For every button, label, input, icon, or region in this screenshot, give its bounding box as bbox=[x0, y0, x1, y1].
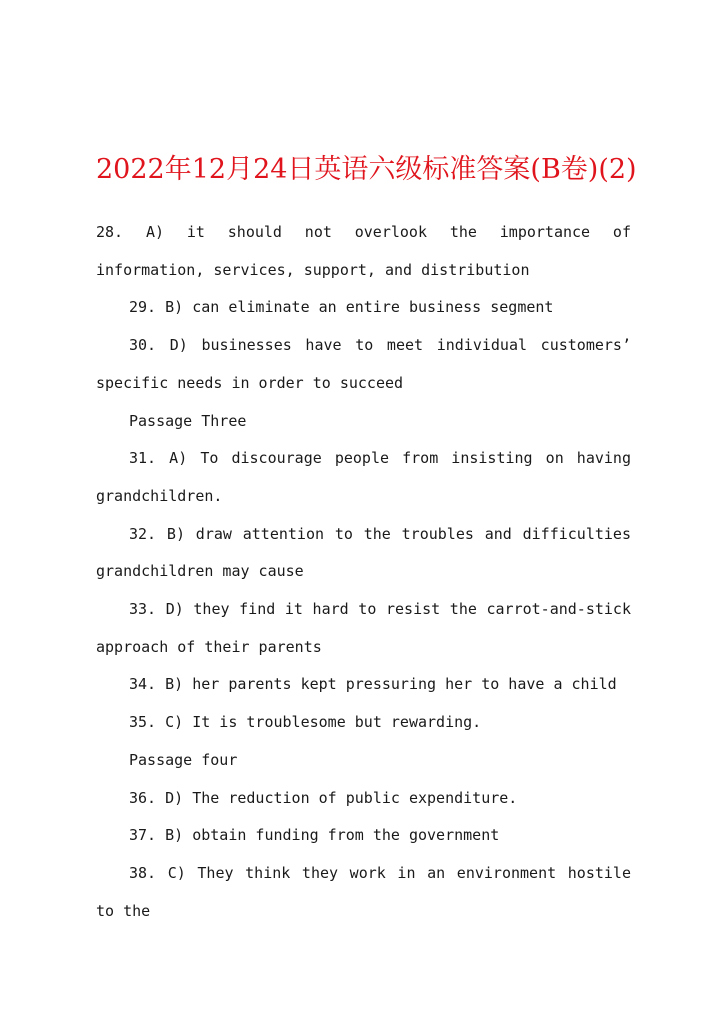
answer-33: 33. D) they find it hard to resist the carrot-and-stick approach of their parents bbox=[96, 600, 631, 656]
answer-35: 35. C) It is troublesome but rewarding. bbox=[129, 713, 482, 732]
answer-37: 37. B) obtain funding from the government bbox=[129, 826, 500, 845]
answer-list bbox=[96, 214, 631, 930]
answer-31: 31. A) To discourage people from insisting on having grandchildren. bbox=[96, 449, 631, 505]
answer-32: 32. B) draw attention to the troubles and difficulties grandchildren may cause bbox=[96, 524, 631, 581]
answer-29: 29. B) can eliminate an entire business segment bbox=[129, 298, 554, 317]
document-title: 2022年12月24日英语六级标准答案(B卷)(2) bbox=[96, 154, 637, 185]
section-heading-passage-four: Passage four bbox=[129, 750, 238, 769]
section-heading-passage-three: Passage Three bbox=[129, 411, 247, 430]
answer-34: 34. B) her parents kept pressuring her to have a child bbox=[129, 675, 617, 694]
answer-38: 38. C) They think they work in an environment hostile to the bbox=[96, 863, 631, 920]
answer-36: 36. D) The reduction of public expenditure. bbox=[129, 788, 518, 807]
answer-28: 28. A) it should not overlook the importance of information, services, support, and distribution bbox=[96, 223, 631, 279]
answer-30: 30. D) businesses have to meet individual customers’ specific needs in order to succeed bbox=[96, 336, 631, 392]
